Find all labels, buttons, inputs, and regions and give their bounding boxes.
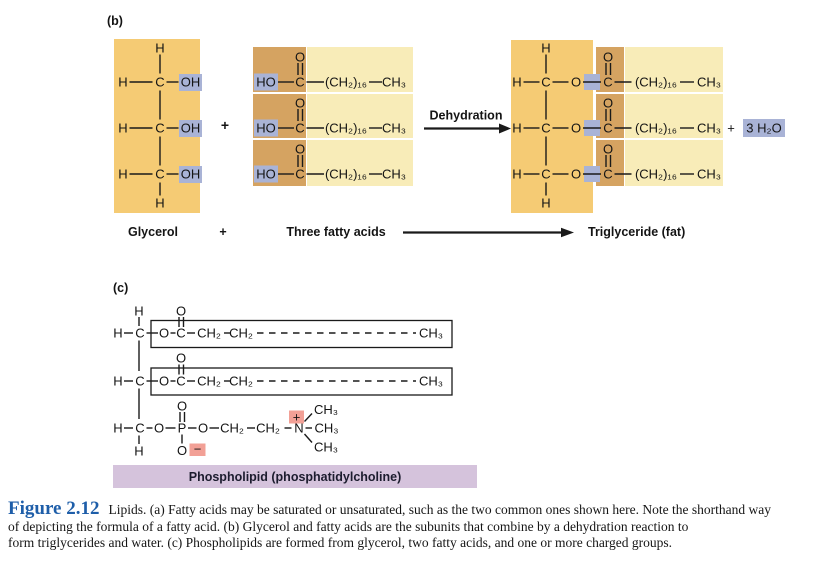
triglyceride-molecule: [511, 40, 723, 213]
atom-o: O: [176, 443, 188, 458]
fatty-acid-1: [253, 47, 413, 92]
atom-h: H: [512, 120, 522, 136]
atom-c: C: [541, 120, 551, 136]
atom-o: O: [570, 120, 582, 136]
atom-c: C: [155, 120, 165, 136]
dehydration-label: Dehydration: [429, 108, 503, 123]
atom-c: C: [295, 166, 305, 182]
caption-text: Lipids. (a) Fatty acids may be saturated or unsaturated, such as the two common ones shown here. Note the shorthand way: [108, 502, 771, 517]
arrow-head: [499, 124, 511, 134]
formula-ch2-16: (CH₂)₁₆: [324, 166, 368, 182]
atom-ho: HO: [256, 166, 276, 182]
atom-c: C: [541, 166, 551, 182]
reaction-summary: [128, 225, 685, 239]
formula-ch2-16: (CH₂)₁₆: [324, 74, 368, 90]
formula-ch2-16: (CH₂)₁₆: [324, 120, 368, 136]
atom-o: O: [197, 420, 209, 436]
atom-n: N: [294, 420, 304, 436]
atom-ho: HO: [256, 74, 276, 90]
phosphate-choline-group: [113, 399, 338, 459]
atom-h: H: [118, 120, 128, 136]
atom-h: H: [113, 373, 123, 389]
atom-c: C: [295, 74, 305, 90]
fatty-acid-2: [253, 94, 413, 138]
formula-ch2-16: (CH₂)₁₆: [634, 74, 678, 90]
plus-sign: +: [727, 120, 735, 136]
atom-o: O: [294, 95, 306, 111]
atom-c: C: [135, 325, 145, 341]
formula-ch2: CH₂: [229, 325, 253, 341]
atom-o: O: [176, 398, 188, 414]
atom-ho: HO: [256, 120, 276, 136]
caption-line-3: form triglycerides and water. (c) Phospholipids are formed from glycerol, two fatty acids, and one or more charged groups.: [8, 535, 673, 550]
fatty-acid-3: [253, 140, 413, 186]
phospholipid-bar-label: Phospholipid (phosphatidylcholine): [188, 470, 402, 484]
atom-c: C: [541, 74, 551, 90]
formula-ch2-16: (CH₂)₁₆: [634, 166, 678, 182]
atom-o: O: [294, 49, 306, 65]
atom-h: H: [155, 40, 165, 56]
atom-h: H: [512, 74, 522, 90]
formula-ch3: CH₃: [418, 325, 444, 341]
atom-h: H: [113, 325, 123, 341]
bond: [305, 434, 313, 443]
caption-line-2: of depicting the formula of a fatty acid. (b) Glycerol and fatty acids are the subunits that combine by a dehydration reaction to: [8, 518, 689, 534]
atom-c: C: [135, 373, 145, 389]
atom-h: H: [113, 420, 123, 436]
formula-ch2: CH₂: [229, 373, 253, 389]
atom-h: H: [134, 443, 144, 459]
formula-ch2: CH₂: [220, 420, 244, 436]
fatty-chain-1: [113, 304, 452, 348]
atom-c: C: [603, 74, 613, 90]
atom-h: H: [541, 40, 551, 56]
atom-h: H: [118, 166, 128, 182]
atom-c: C: [155, 74, 165, 90]
panel-c-label: (c): [113, 281, 129, 295]
dehydration-arrow: [424, 109, 511, 134]
three-fatty-acids-label: Three fatty acids: [286, 225, 386, 239]
glycerol-molecule: [114, 39, 202, 213]
atom-o: O: [158, 373, 170, 389]
triglyceride-label: Triglyceride (fat): [588, 225, 686, 239]
atom-c: C: [155, 166, 165, 182]
formula-ch3: CH₃: [314, 420, 339, 436]
formula-ch3: CH₃: [314, 439, 339, 455]
atom-oh: OH: [180, 74, 201, 90]
atom-c: C: [295, 120, 305, 136]
plus-charge: +: [292, 409, 301, 425]
atom-c: C: [176, 373, 186, 389]
atom-c: C: [135, 420, 145, 436]
atom-o: O: [175, 350, 187, 366]
atom-h: H: [541, 195, 551, 211]
atom-h: H: [134, 303, 144, 319]
atom-o: O: [153, 420, 165, 436]
figure-number: Figure 2.12: [8, 498, 100, 519]
formula-ch2: CH₂: [256, 420, 280, 436]
atom-oh: OH: [180, 166, 201, 182]
atom-o: O: [570, 166, 582, 182]
formula-ch3: CH₃: [381, 120, 407, 136]
atom-p: P: [177, 420, 187, 436]
figure-caption: [8, 498, 832, 552]
caption-line-1: [8, 498, 832, 519]
plus-sign: +: [220, 117, 230, 133]
minus-charge: −: [193, 441, 202, 457]
formula-water: 3 H₂O: [746, 120, 782, 136]
atom-c: C: [603, 166, 613, 182]
plus-sign: +: [219, 225, 227, 239]
atom-o: O: [294, 141, 306, 157]
formula-ch3: CH₃: [381, 74, 407, 90]
atom-c: C: [176, 325, 186, 341]
atom-o: O: [570, 74, 582, 90]
formula-ch3: CH₃: [418, 373, 444, 389]
atom-o: O: [602, 49, 614, 65]
atom-o: O: [158, 325, 170, 341]
atom-c: C: [603, 120, 613, 136]
water-product: [727, 119, 785, 137]
formula-ch2: CH₂: [197, 373, 221, 389]
panel-b-label: (b): [107, 14, 123, 28]
formula-ch3: CH₃: [696, 74, 722, 90]
atom-o: O: [602, 95, 614, 111]
formula-ch3: CH₃: [381, 166, 407, 182]
atom-o: O: [602, 141, 614, 157]
atom-h: H: [118, 74, 128, 90]
glycerol-label: Glycerol: [127, 225, 179, 239]
bond: [305, 414, 313, 422]
formula-ch2: CH₂: [197, 325, 221, 341]
atom-oh: OH: [180, 120, 201, 136]
arrow-head: [561, 228, 574, 237]
atom-h: H: [155, 195, 165, 211]
formula-ch3: CH₃: [696, 120, 722, 136]
atom-o: O: [175, 303, 187, 319]
formula-ch3: CH₃: [696, 166, 722, 182]
fatty-chain-2: [113, 351, 452, 396]
formula-ch2-16: (CH₂)₁₆: [634, 120, 678, 136]
atom-h: H: [512, 166, 522, 182]
formula-ch3: CH₃: [314, 402, 339, 417]
phospholipid-molecule: [113, 304, 477, 489]
